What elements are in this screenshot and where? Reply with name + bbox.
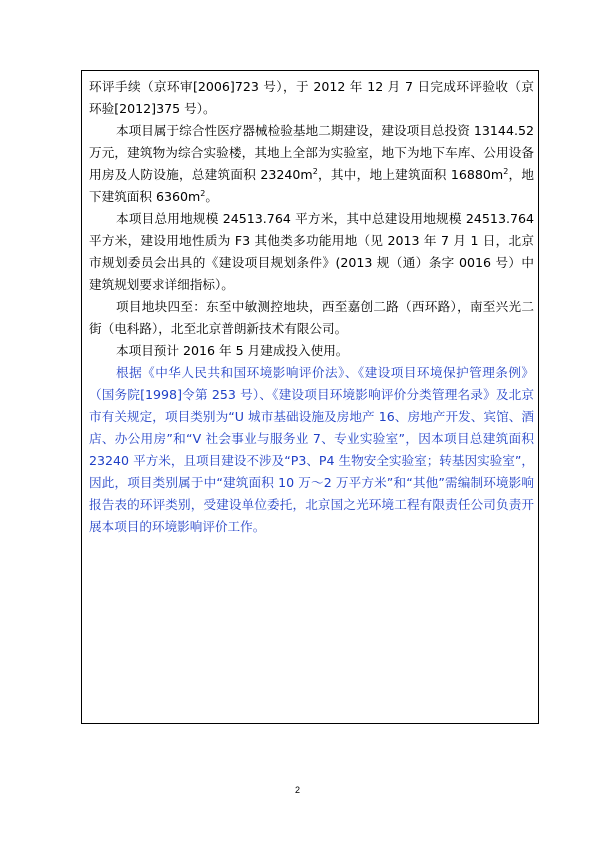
overview-text-b: ，其中，地上建筑面积 16880m [317, 167, 504, 182]
paragraph-project-overview [89, 120, 534, 208]
paragraph-land-use: 本项目总用地规模 24513.764 平方米，其中总建设用地规模 24513.764 平方米，建设用地性质为 F3 其他类多功能用地（见 2013 年 7 月 1 日，北京市规划委员会出具的《建设项目规划条件》(2013 规（通）条字 0016 号）中建筑规划要求详细指标）。 [89, 211, 534, 292]
overview-text-c: ，地下建筑面积 6360m [89, 167, 535, 204]
paragraph-legal-basis: 根据《中华人民共和国环境影响评价法》、《建设项目环境保护管理条例》（国务院[1998]令第 253 号）、《建设项目环境影响评价分类管理名录》及北京市有关规定，项目类别为“U 城市基础设施及房地产 16、房地产开发、宾馆、酒店、办公用房”和“V 社会事业与服务业 7、专业实验室”，因本项目总建筑面积 23240 平方米，且项目建设不涉及“P3、P4 生物安全实验室；转基因实验室”，因此，项目类别属于中“建筑面积 10 万～2 万平方米”和“其他”需编制环境影响报告表的环评类别，受建设单位委托，北京国之光环境工程有限责任公司负责开展本项目的环境影响评价工作。 [89, 365, 534, 534]
overview-text-a: 本项目属于综合性医疗器械检验基地二期建设，建设项目总投资 13144.52 万元，建筑物为综合实验楼，其地上全部为实验室，地下为地下车库、公用设备用房及人防设施，总建筑面积 23240m [89, 123, 534, 182]
paragraph-schedule: 本项目预计 2016 年 5 月建成投入使用。 [116, 343, 349, 358]
superscript: 2 [200, 188, 206, 198]
paragraph-site-boundaries: 项目地块四至：东至中敏测控地块，西至嘉创二路（西环路），南至兴光二街（电科路），北至北京普朗新技术有限公司。 [89, 299, 534, 336]
page-number: 2 [294, 785, 300, 795]
document-body [89, 76, 534, 538]
superscript: 2 [312, 166, 318, 176]
superscript: 2 [503, 166, 509, 176]
overview-text-d: 。 [205, 189, 218, 204]
paragraph-env-procedures: 环评手续（京环审[2006]723 号），于 2012 年 12 月 7 日完成环评验收（京环验[2012]375 号）。 [89, 79, 534, 116]
